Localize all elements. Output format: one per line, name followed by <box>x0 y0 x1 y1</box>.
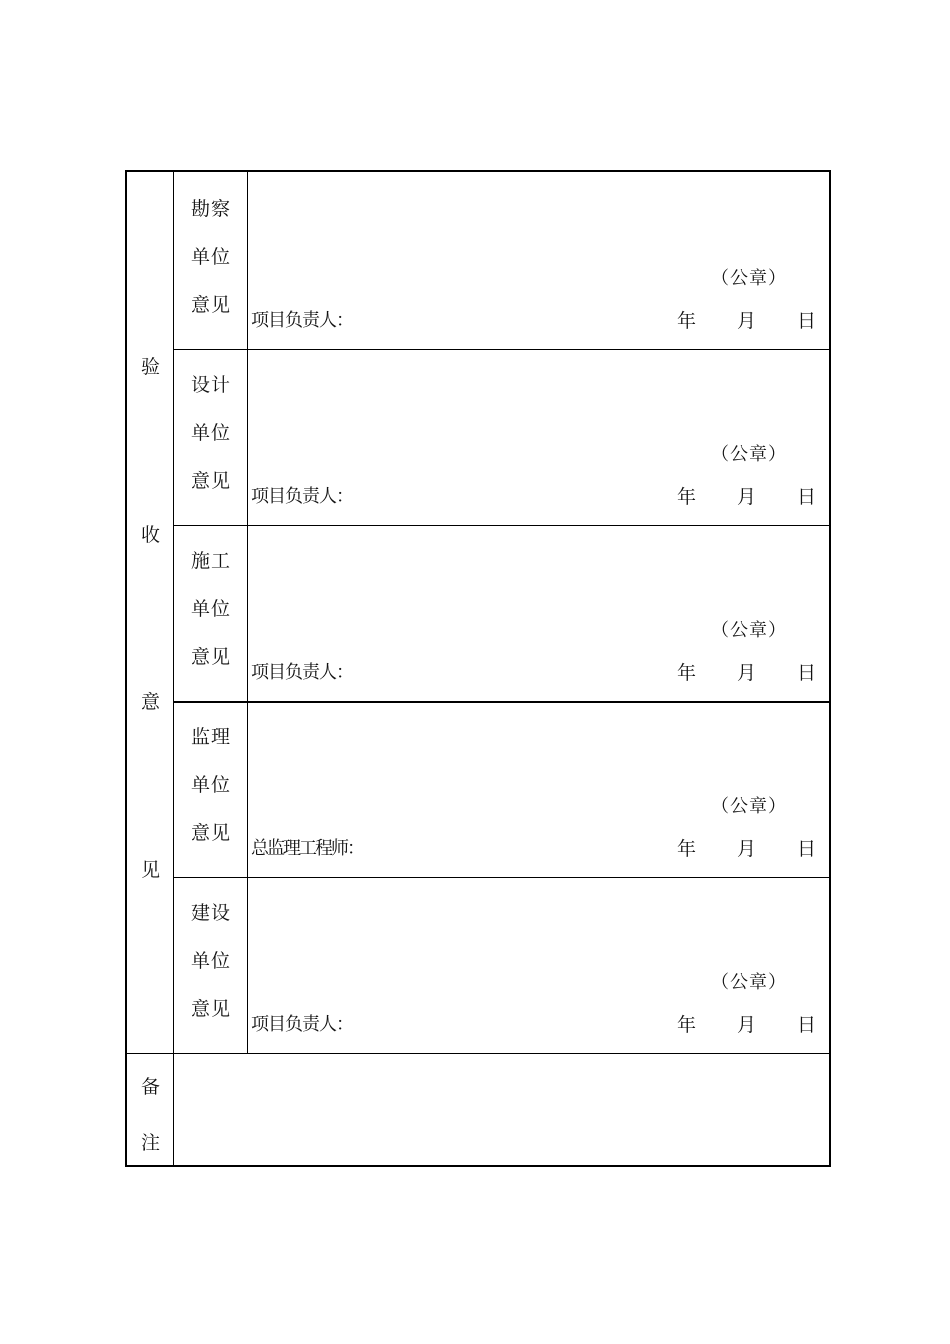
unit-label-line: 意见 <box>191 646 232 668</box>
unit-label-line: 意见 <box>191 998 232 1020</box>
signer-field[interactable]: 项目负责人： <box>251 662 353 683</box>
unit-label-line: 单位 <box>191 598 232 620</box>
row-divider-3 <box>174 701 829 703</box>
date-year[interactable]: 年 <box>677 1014 697 1036</box>
official-seal-label: （公章） <box>711 444 787 465</box>
unit-label-line: 勘察 <box>191 198 232 220</box>
date-year[interactable]: 年 <box>677 310 697 332</box>
acceptance-label-char-2: 收 <box>140 524 160 546</box>
signer-field[interactable]: 项目负责人： <box>251 1014 353 1035</box>
date-month[interactable]: 月 <box>737 1014 757 1036</box>
acceptance-opinion-form <box>125 170 831 1167</box>
unit-column-divider <box>247 172 248 1053</box>
remarks-input-area[interactable] <box>174 1054 829 1165</box>
unit-label-line: 施工 <box>191 550 232 572</box>
unit-label-line: 意见 <box>191 470 232 492</box>
acceptance-label-char-4: 见 <box>140 859 160 881</box>
date-day[interactable]: 日 <box>797 310 817 332</box>
left-column-divider <box>173 172 174 1053</box>
date-day[interactable]: 日 <box>797 838 817 860</box>
date-month[interactable]: 月 <box>737 310 757 332</box>
unit-label-line: 监理 <box>191 726 232 748</box>
unit-label-line: 建设 <box>191 902 232 924</box>
remarks-label-char-2: 注 <box>140 1132 160 1154</box>
signer-field[interactable]: 总监理工程师： <box>251 838 363 859</box>
unit-label-line: 设计 <box>191 374 232 396</box>
signer-field[interactable]: 项目负责人： <box>251 486 353 507</box>
row-divider-1 <box>174 349 829 350</box>
unit-label-line: 单位 <box>191 774 232 796</box>
remarks-label-char-1: 备 <box>140 1076 160 1098</box>
unit-label-line: 意见 <box>191 294 232 316</box>
acceptance-label-char-1: 验 <box>140 356 160 378</box>
official-seal-label: （公章） <box>711 796 787 817</box>
official-seal-label: （公章） <box>711 972 787 993</box>
date-year[interactable]: 年 <box>677 838 697 860</box>
unit-label-line: 单位 <box>191 246 232 268</box>
date-year[interactable]: 年 <box>677 486 697 508</box>
unit-label-line: 意见 <box>191 822 232 844</box>
official-seal-label: （公章） <box>711 620 787 641</box>
official-seal-label: （公章） <box>711 268 787 289</box>
row-divider-4 <box>174 877 829 878</box>
date-month[interactable]: 月 <box>737 662 757 684</box>
date-day[interactable]: 日 <box>797 662 817 684</box>
date-day[interactable]: 日 <box>797 1014 817 1036</box>
date-month[interactable]: 月 <box>737 486 757 508</box>
date-year[interactable]: 年 <box>677 662 697 684</box>
signer-field[interactable]: 项目负责人： <box>251 310 353 331</box>
date-month[interactable]: 月 <box>737 838 757 860</box>
unit-label-line: 单位 <box>191 950 232 972</box>
date-day[interactable]: 日 <box>797 486 817 508</box>
unit-label-line: 单位 <box>191 422 232 444</box>
acceptance-label-char-3: 意 <box>140 691 160 713</box>
row-divider-2 <box>174 525 829 526</box>
